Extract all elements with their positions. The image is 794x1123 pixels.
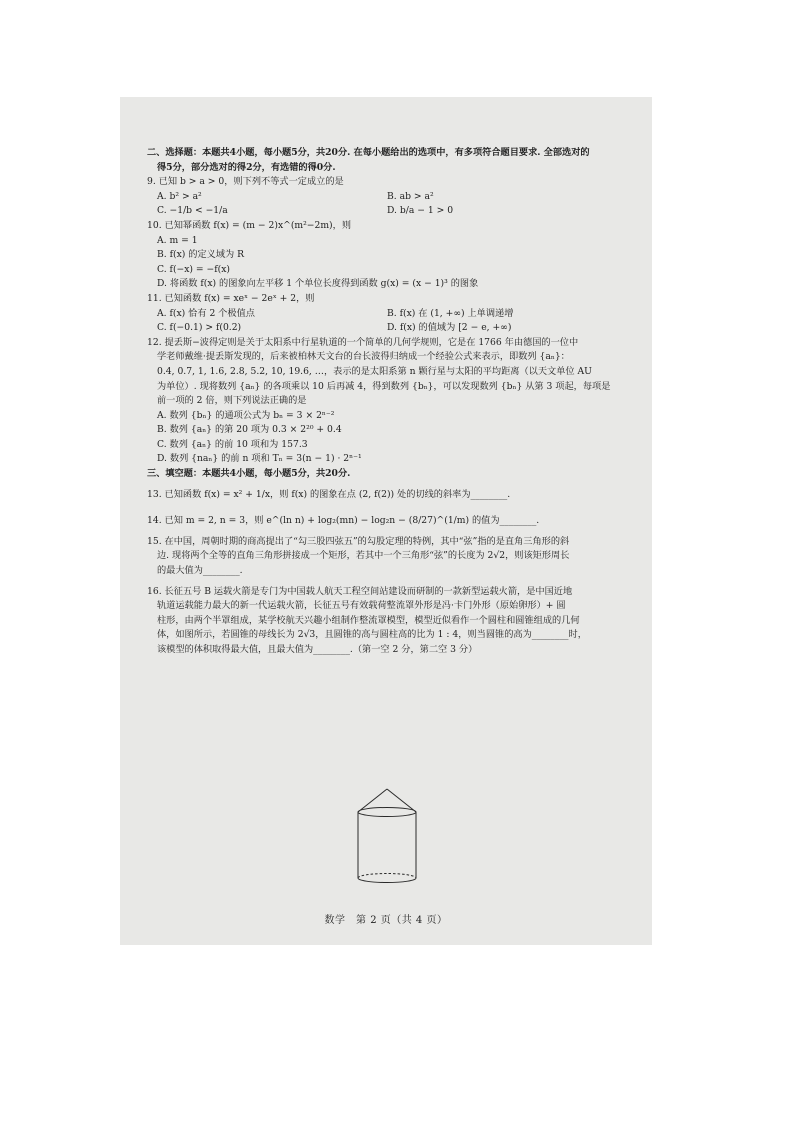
question-16-line5: 该模型的体积取得最大值，且最大值为________.（第一空 2 分，第二空 3 分） [157, 644, 478, 655]
question-9-options-row2 [147, 204, 633, 219]
option-d: D. b/a − 1 > 0 [387, 205, 454, 217]
cylinder-top-ellipse [358, 808, 416, 817]
option-a: A. 数列 {bₙ} 的通项公式为 bₙ = 3 × 2ⁿ⁻² [157, 409, 335, 421]
option-b: B. 数列 {aₙ} 的第 20 项为 0.3 × 2²⁰ + 0.4 [157, 424, 342, 436]
section-multiple-choice-rules: 得5分，部分选对的得2分，有选错的得0分. [157, 161, 336, 173]
question-15-line3: 的最大值为________. [157, 565, 243, 577]
option-c: C. 数列 {aₙ} 的前 10 项和为 157.3 [157, 438, 308, 450]
option-c: C. f(−x) = −f(x) [157, 263, 230, 275]
question-11-options-row2 [147, 321, 633, 336]
option-c: C. f(−0.1) > f(0.2) [157, 322, 242, 334]
question-13: 13. 已知函数 f(x) = x² + 1/x，则 f(x) 的图象在点 (2, f(2)) 处的切线的斜率为________. [147, 488, 511, 500]
question-9-options-row1 [147, 190, 633, 205]
page-footer: 数学 第 2 页（共 4 页） [324, 915, 448, 926]
question-12-line4: 为单位）. 现将数列 {aₙ} 的各项乘以 10 后再减 4，得到数列 {bₙ}，可以发现数列 {bₙ} 从第 3 项起，每项是 [157, 380, 611, 392]
option-c: C. −1/b < −1/a [157, 205, 228, 217]
cylinder-bottom-front-arc [358, 878, 416, 883]
option-a: A. m = 1 [157, 234, 198, 246]
option-d: D. f(x) 的值域为 [2 − e, +∞) [387, 322, 512, 334]
question-16-line3: 柱形，由两个半罩组成，某学校航天兴趣小组制作整流罩模型，模型近似看作一个圆柱和圆锥组成的几何 [157, 614, 580, 626]
option-a: A. b² > a² [157, 190, 202, 202]
question-12-line3: 0.4, 0.7, 1, 1.6, 2.8, 5.2, 10, 19.6, …，表示的是太阳系第 n 颗行星与太阳的平均距离（以天文单位 AU [157, 365, 592, 377]
question-11-stem: 11. 已知函数 f(x) = xeˣ − 2eˣ + 2，则 [147, 292, 315, 304]
option-b: B. ab > a² [387, 190, 434, 202]
question-15-line1: 15. 在中国，周朝时期的商高提出了“勾三股四弦五”的勾股定理的特例，其中“弦”指的是直角三角形的斜 [147, 535, 570, 547]
question-15-line2: 边. 现将两个全等的直角三角形拼接成一个矩形，若其中一个三角形“弦”的长度为 2√2，则该矩形周长 [157, 550, 570, 562]
section-multiple-choice-title: 二、选择题：本题共4小题，每小题5分，共20分. 在每小题给出的选项中，有多项符合题目要求. 全部选对的 [147, 147, 590, 158]
option-d: D. 数列 {naₙ} 的前 n 项和 Tₙ = 3(n − 1) · 2ⁿ⁻¹ [157, 453, 362, 465]
cylinder-bottom-back-arc [358, 874, 416, 879]
section-fill-in-title: 三、填空题：本题共4小题，每小题5分，共20分. [147, 468, 351, 480]
option-b: B. f(x) 的定义域为 R [157, 249, 245, 261]
question-9-stem: 9. 已知 b > a > 0，则下列不等式一定成立的是 [147, 176, 344, 188]
exam-page [120, 97, 652, 945]
question-16-line1: 16. 长征五号 B 运载火箭是专门为中国载人航天工程空间站建设而研制的一款新型运载火箭，是中国近地 [147, 585, 573, 597]
question-16-line4: 体，如图所示，若圆锥的母线长为 2√3，且圆锥的高与圆柱高的比为 1 : 4，则当圆锥的高为________时， [157, 629, 587, 641]
option-b: B. f(x) 在 (1, +∞) 上单调递增 [387, 307, 514, 319]
option-d: D. 将函数 f(x) 的图象向左平移 1 个单位长度得到函数 g(x) = (x − 1)³ 的图象 [157, 278, 479, 290]
question-11-options-row1 [147, 307, 633, 322]
question-16-line2: 轨道运载能力最大的新一代运载火箭，长征五号有效载荷整流罩外形是冯·卡门外形（原始卵形）+ 圆 [157, 600, 566, 612]
question-12-line5: 前一项的 2 倍，则下列说法正确的是 [157, 395, 307, 407]
exam-content [147, 146, 633, 658]
question-12-line1: 12. 提丢斯−波得定则是关于太阳系中行星轨道的一个简单的几何学规则，它是在 1766 年由德国的一位中 [147, 336, 579, 348]
question-10-stem: 10. 已知幂函数 f(x) = (m − 2)x^(m²−2m)，则 [147, 219, 352, 231]
option-a: A. f(x) 恰有 2 个极值点 [157, 307, 255, 319]
question-14: 14. 已知 m = 2, n = 3，则 e^(ln n) + log₂(mn) − log₂n − (8/27)^(1/m) 的值为________. [147, 515, 540, 527]
question-12-line2: 学老师戴维·提丢斯发现的，后来被柏林天文台的台长波得归纳成一个经验公式来表示，即数列 {aₙ}： [157, 351, 570, 363]
cone-cylinder-figure [353, 786, 423, 898]
